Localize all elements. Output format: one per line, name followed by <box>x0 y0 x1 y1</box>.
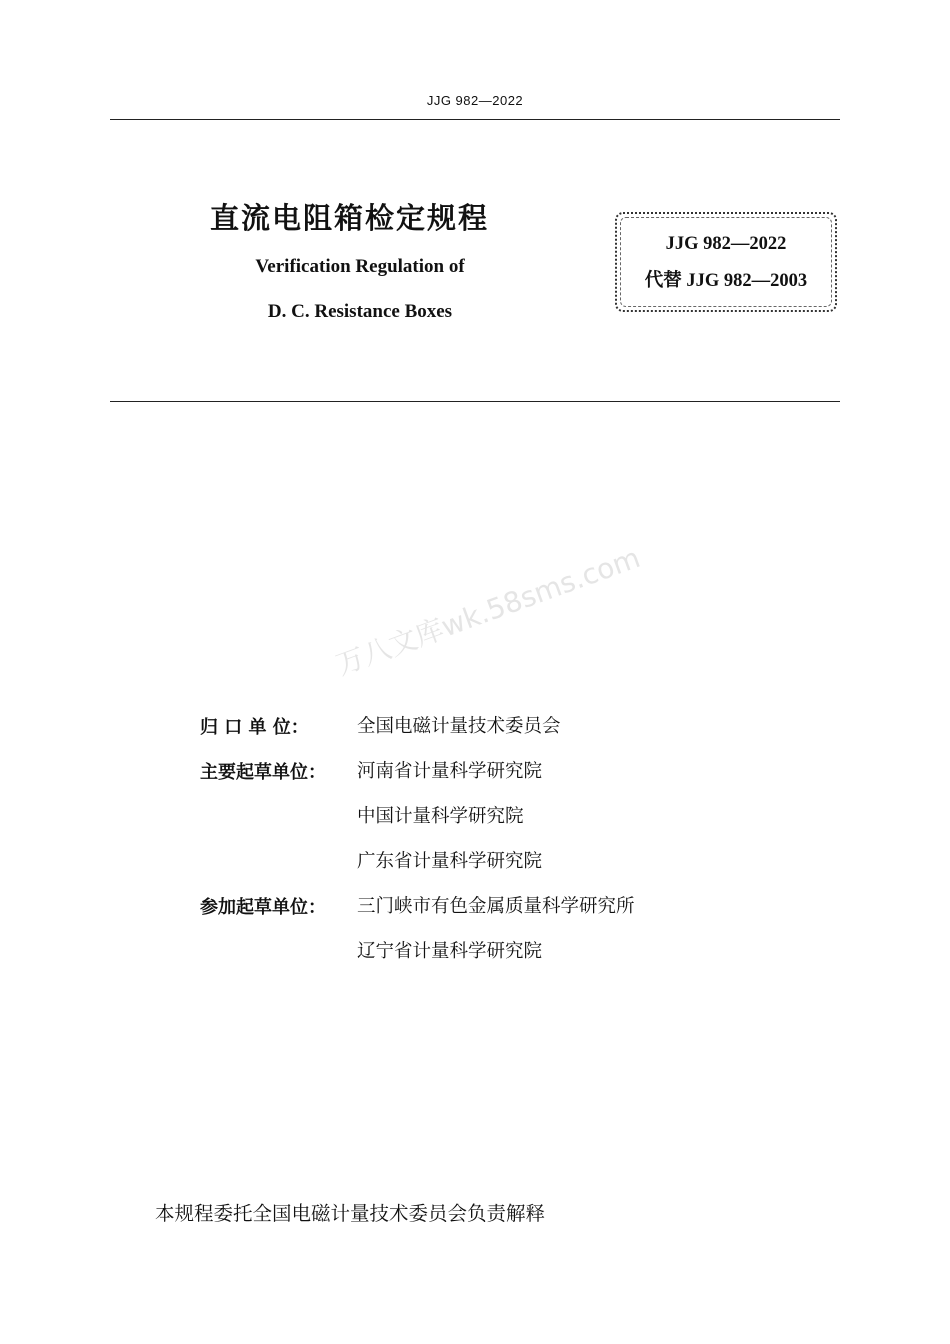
main-drafting-unit: 河南省计量科学研究院 <box>357 761 543 782</box>
title-divider <box>110 401 840 402</box>
replaced-standard: 代替 JJG 982—2003 <box>644 271 808 291</box>
document-title-english-line1: Verification Regulation of <box>255 256 465 277</box>
document-title-chinese: 直流电阻箱检定规程 <box>210 201 490 235</box>
standard-number: JJG 982—2022 <box>665 234 787 254</box>
code-box-border <box>620 217 832 307</box>
main-drafting-unit: 广东省计量科学研究院 <box>357 851 543 872</box>
participating-drafting-label: 参加起草单位： <box>200 897 326 918</box>
watermark-text: 万八文库wk.58sms.com <box>331 540 645 682</box>
header-standard-code: JJG 982—2022 <box>426 93 524 108</box>
header-divider <box>110 119 840 120</box>
document-title-english-line2: D. C. Resistance Boxes <box>267 301 453 322</box>
interpretation-note: 本规程委托全国电磁计量技术委员会负责解释 <box>155 1202 546 1225</box>
participating-drafting-unit: 辽宁省计量科学研究院 <box>357 941 543 962</box>
responsible-unit-label: 归 口 单 位： <box>200 717 309 738</box>
main-drafting-label: 主要起草单位： <box>200 762 326 783</box>
main-drafting-unit: 中国计量科学研究院 <box>357 806 524 827</box>
standard-code-box <box>615 212 837 312</box>
participating-drafting-unit: 三门峡市有色金属质量科学研究所 <box>357 896 635 917</box>
responsible-unit: 全国电磁计量技术委员会 <box>357 716 561 737</box>
